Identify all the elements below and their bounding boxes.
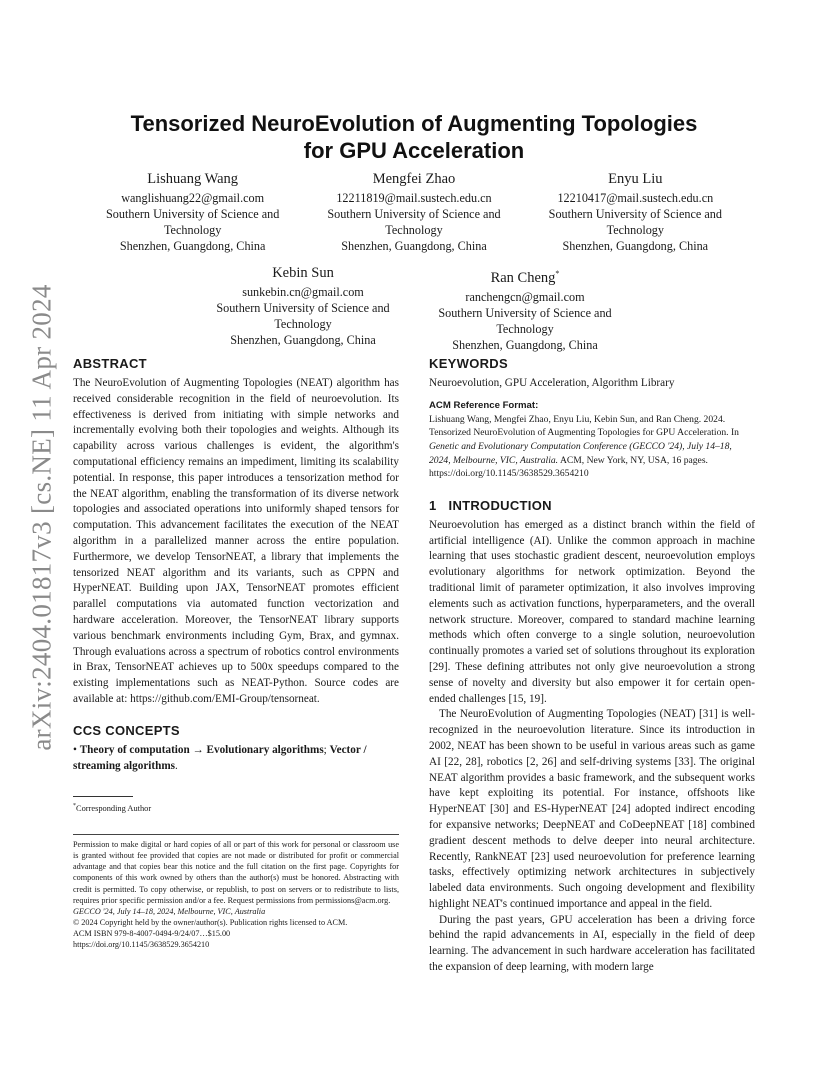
author-location: Shenzhen, Guangdong, China [562,239,709,253]
author-email[interactable]: wanglishuang22@gmail.com [121,191,265,205]
author-name: Mengfei Zhao [372,171,456,187]
ccs-item-2: Vector / streaming algorithms [73,743,367,772]
permission-text: Permission to make digital or hard copies of all or part of this work for personal or classroom use is granted without fee provided that copies are not made or distributed for profit or commercial advantage and that copies bear this notice and the full citation on the first page. Copyrights for components of this work owned by others than the author(s) must be honored. Abstracting with credit is permitted. To copy otherwise, or republish, to post on servers or to redistribute to lists, requires prior specific permission and/or a fee. Request permissions from permissions@acm.org. [73,840,399,905]
arxiv-id[interactable]: arXiv:2404.01817v3 [cs.NE] 11 Apr 2024 [26,283,57,751]
title-line-2: for GPU Acceleration [303,138,525,163]
author-block [82,170,303,254]
author-email[interactable]: sunkebin.cn@gmail.com [242,285,364,299]
author-block [303,170,524,254]
keywords-text: Neuroevolution, GPU Acceleration, Algorithm Library [429,377,675,389]
author-location: Shenzhen, Guangdong, China [119,239,266,253]
acm-ref-part-a: Lishuang Wang, Mengfei Zhao, Enyu Liu, Kebin Sun, and Ran Cheng. 2024. Tensorized NeuroEvolution of Augmenting Topologies for GPU Acceleration. In [429,413,739,439]
ccs-separator: ; [323,743,330,756]
permission-copyright: © 2024 Copyright held by the owner/author(s). Publication rights licensed to ACM. [73,917,348,927]
acm-ref-venue: Genetic and Evolutionary Computation Conference (GECCO '24), July 14–18, 2024, Melbourne, VIC, Australia. [429,440,732,466]
author-affiliation: Technology [496,321,554,336]
author-affiliation: Southern University of Science and [216,301,390,315]
author-email[interactable]: 12210417@mail.sustech.edu.cn [557,191,714,205]
permission-rule [73,834,399,835]
corresponding-mark: * [555,269,560,278]
intro-paragraph-2: The NeuroEvolution of Augmenting Topologies (NEAT) [31] is well-recognized in the neuroevolution literature. Since its introduction in 2002, NEAT has been shown to be useful in various areas such as game AI [22, 28], robotics [2, 26] and self-driving systems [33]. The original NEAT algorithm provides a basic framework, and the subsequent works have kept exploiting its potential. For instance, offshoots like HyperNEAT [30] and ES-HyperNEAT [24] adopted indirect encoding for expansive networks; DeepNEAT and CoDeepNEAT [18] combined gradient descent methods to delve deeper into neural architecture. Recently, RankNEAT [23] used neuroevolution for preference learning tasks, effectively optimizing network architectures in subjectively labeled data environments. Such ongoing development and flexibility highlight NEAT's continued importance and appeal in the field. [429,708,755,910]
author-affiliation: Technology [163,223,222,237]
keywords-heading: KEYWORDS [429,356,508,371]
ccs-item-1: Theory of computation → Evolutionary algorithms [79,743,324,756]
intro-paragraph-3: During the past years, GPU acceleration has been a driving force behind the rapid advancements in AI, especially in the field of deep learning. The advancement in such hardware acceleration has facilitated the expansion of deep learning, with modern large [429,913,755,974]
author-affiliation: Technology [274,317,332,331]
ccs-end: . [175,759,178,772]
author-name-text: Ran Cheng [490,269,556,286]
author-affiliation: Southern University of Science and [327,207,501,221]
author-email[interactable]: 12211819@mail.sustech.edu.cn [336,191,492,205]
left-column [73,356,399,950]
author-affiliation: Technology [385,223,443,237]
intro-paragraph-1: Neuroevolution has emerged as a distinct branch within the field of artificial intelligence (AI). Unlike the common approach in machine learning that uses stochastic gradient descent, neuroevolution employs evolutionary algorithms for network optimization. Beyond the traditional limit of parameter optimization, it also involves improving elements such as activation functions, hyperparameters, and the overall network structure. Moreover, compared to standard machine learning methods which often converge to a single solution, neuroevolution continually promotes a varied set of solutions throughout its exploration [29]. These defining attributes not only give neuroevolution a strong sense of novelty and diversity but also empower it for certain open-ended challenges [15, 19]. [429,518,755,705]
intro-heading [429,498,755,513]
abstract-text: The NeuroEvolution of Augmenting Topologies (NEAT) algorithm has received considerable recognition in the field of neuroevolution. Its effectiveness is derived from initiating with simple networks and incrementally evolving both their topologies and weights. Although its capability across various challenges is evident, the algorithm's computational efficiency remains an impediment, limiting its scalability potential. In response, this paper introduces a tensorization method for the NEAT algorithm, enabling the transformation of its diverse network topologies and associated operations into uniformly shaped tensors for computation. This advancement facilitates the execution of the NEAT algorithm in a parallelized manner across the entire population. Furthermore, we develop TensorNEAT, a library that implements the tensorized NEAT algorithm and its variants, such as CPPN and HyperNEAT. Building upon JAX, TensorNEAT promotes efficient parallel computations via automated function vectorization and hardware acceleration. Moreover, the TensorNEAT library supports various benchmark environments including Gym, Brax, and gymnax. Through evaluations across a spectrum of robotics control environments in Brax, TensorNEAT achieves up to 500x speedups compared to the existing implementations such as NEAT-Python. Source codes are available at: https://github.com/EMI-Group/tensorneat. [73,377,399,705]
permission-block [73,839,399,950]
author-block [414,264,636,353]
author-name: Lishuang Wang [147,171,239,187]
footnote-mark: * [73,803,76,810]
ccs-heading: CCS CONCEPTS [73,722,180,738]
venue-text: GECCO '24, July 14–18, 2024, Melbourne, VIC, Australia [73,906,266,916]
author-row-1 [82,170,746,254]
intro-number: 1 [429,497,437,513]
acm-ref-heading: ACM Reference Format: [429,399,539,411]
right-column [429,356,755,976]
title-line-1: Tensorized NeuroEvolution of Augmenting Topologies [130,111,698,136]
author-location: Shenzhen, Guangdong, China [341,239,487,253]
paper-title [80,110,748,164]
author-affiliation: Southern University of Science and [548,207,722,221]
intro-title: INTRODUCTION [448,497,552,513]
author-name: Kebin Sun [272,265,334,281]
footnote [73,800,399,815]
permission-venue [73,906,399,917]
arxiv-stamp [20,282,64,752]
footnote-rule [73,796,133,797]
acm-ref-part-b: ACM, New York, NY, USA, 16 pages. https://doi.org/10.1145/3638529.3654210 [429,454,708,480]
permission-isbn: ACM ISBN 979-8-4007-0494-9/24/07…$15.00 [73,928,231,938]
author-row-2 [192,264,636,353]
ccs-concepts [73,743,399,775]
author-affiliation: Technology [606,223,664,237]
author-name: Enyu Liu [608,171,663,187]
footnote-text: Corresponding Author [76,804,152,814]
permission-doi[interactable]: https://doi.org/10.1145/3638529.3654210 [73,939,210,949]
author-location: Shenzhen, Guangdong, China [230,333,376,347]
author-block [525,170,746,254]
author-block [192,264,414,353]
author-name [414,264,636,288]
author-location: Shenzhen, Guangdong, China [452,337,598,352]
author-affiliation: Southern University of Science and [438,305,612,320]
abstract-heading: ABSTRACT [73,356,147,371]
acm-ref-text [429,413,755,481]
author-email[interactable]: ranchengcn@gmail.com [465,289,585,304]
author-affiliation: Southern University of Science and [106,207,280,221]
ccs-bullet: • [73,743,77,756]
